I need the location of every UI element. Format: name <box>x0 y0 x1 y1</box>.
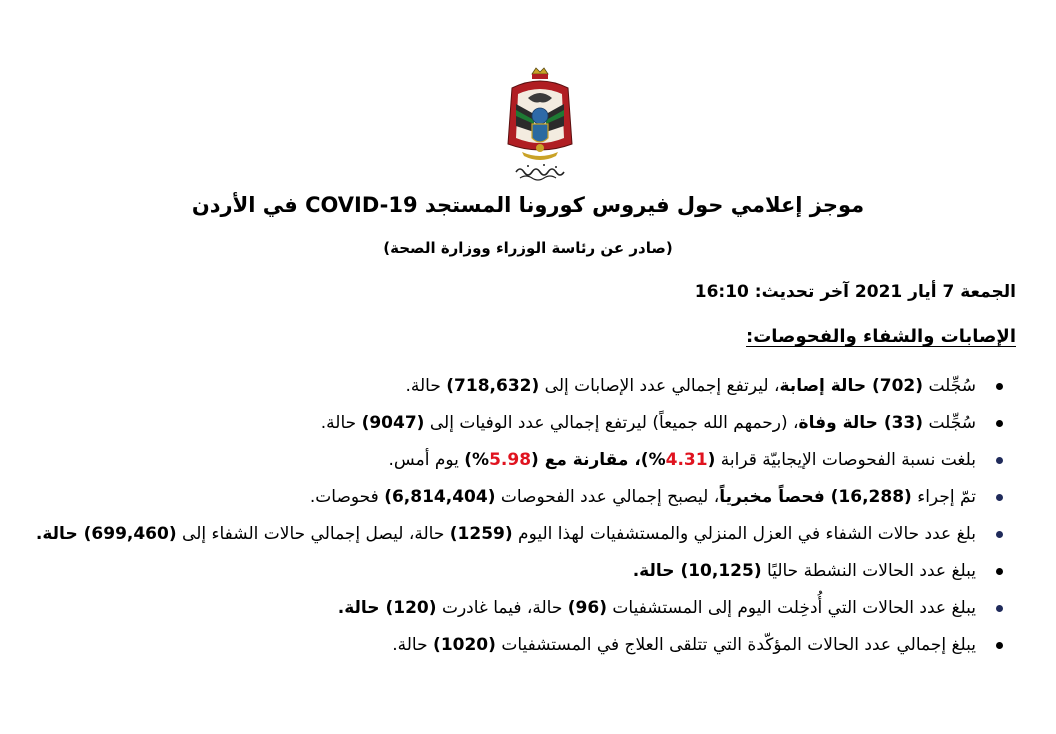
item-text: ، (رحمهم الله جميعاً) ليرتفع إجمالي عدد الوفيات إلى <box>424 413 799 433</box>
stats-list <box>26 368 1016 664</box>
list-item-hospital-admissions <box>26 590 1016 627</box>
positivity-rate-yesterday: 5.98 <box>489 450 532 470</box>
item-text: يبلغ إجمالي عدد الحالات المؤكّدة التي تتلقى العلاج في المستشفيات <box>495 635 976 655</box>
update-dateline: الجمعة 7 أيار 2021 آخر تحديث: 16:10 <box>694 282 1016 302</box>
bullet-icon <box>996 420 1003 427</box>
item-text: حالة. <box>35 524 84 544</box>
bullet-icon <box>996 494 1003 501</box>
item-text: حالة. <box>632 561 681 581</box>
jordan-coat-of-arms-icon <box>498 64 582 188</box>
list-item-active-cases <box>26 553 1016 590</box>
item-text: يوم أمس. <box>388 450 465 470</box>
item-text: %)، مقارنة مع <box>538 450 666 470</box>
discharges-count: (120) <box>385 598 437 618</box>
item-text: حالة. <box>392 635 434 655</box>
bullet-icon <box>996 568 1003 575</box>
list-item-new-cases <box>26 368 1016 405</box>
item-text: بلغ عدد حالات الشفاء في العزل المنزلي والمستشفيات لهذا اليوم <box>512 524 976 544</box>
item-text: %) <box>464 450 490 470</box>
item-text: تمّ إجراء <box>911 487 976 507</box>
tests-today-count: (16,288) فحصاً مخبرياً <box>719 487 912 507</box>
total-tests-count: (6,814,404) <box>384 487 496 507</box>
item-text: ، ليرتفع إجمالي عدد الإصابات إلى <box>539 376 780 396</box>
brief-title: موجز إعلامي حول فيروس كورونا المستجد COVID-19 في الأردن <box>191 193 865 217</box>
positivity-rate-today: 4.31 <box>665 450 708 470</box>
hospitalized-count: (1020) <box>433 635 496 655</box>
total-cases-count: (718,632) <box>446 376 540 396</box>
bullet-icon <box>996 642 1003 649</box>
new-deaths-count: (33) حالة وفاة <box>798 413 924 433</box>
total-recoveries-count: (699,460) <box>83 524 177 544</box>
item-text: ( <box>531 450 539 470</box>
recoveries-today-count: (1259) <box>449 524 513 544</box>
bullet-icon <box>996 457 1003 464</box>
list-item-recoveries <box>26 516 1016 553</box>
item-text: حالة، فيما غادرت <box>436 598 568 618</box>
item-text: سُجِّلت <box>923 413 976 433</box>
item-text: سُجِّلت <box>923 376 976 396</box>
item-text: يبلغ عدد الحالات النشطة حاليًا <box>761 561 976 581</box>
item-text: ، ليصبح إجمالي عدد الفحوصات <box>495 487 720 507</box>
item-text: حالة، ليصل إجمالي حالات الشفاء إلى <box>176 524 450 544</box>
list-item-tests <box>26 479 1016 516</box>
bullet-icon <box>996 531 1003 538</box>
list-item-positivity <box>26 442 1016 479</box>
admissions-count: (96) <box>567 598 607 618</box>
bullet-icon <box>996 383 1003 390</box>
section-heading: الإصابات والشفاء والفحوصات: <box>746 326 1016 347</box>
brief-subtitle: (صادر عن رئاسة الوزراء ووزارة الصحة) <box>383 239 673 257</box>
emblem-graphic <box>498 64 582 188</box>
item-text: حالة. <box>320 413 362 433</box>
item-text: ( <box>707 450 716 470</box>
active-cases-count: (10,125) <box>680 561 762 581</box>
new-cases-count: (702) حالة إصابة <box>779 376 924 396</box>
item-text: يبلغ عدد الحالات التي أُدخِلت اليوم إلى المستشفيات <box>606 598 976 618</box>
list-item-deaths <box>26 405 1016 442</box>
item-text: بلغت نسبة الفحوصات الإيجابيّة قرابة <box>715 450 976 470</box>
bullet-icon <box>996 605 1003 612</box>
list-item-hospitalized-total <box>26 627 1016 664</box>
item-text: حالة. <box>405 376 447 396</box>
item-text: فحوصات. <box>309 487 385 507</box>
total-deaths-count: (9047) <box>361 413 425 433</box>
item-text: حالة. <box>337 598 386 618</box>
